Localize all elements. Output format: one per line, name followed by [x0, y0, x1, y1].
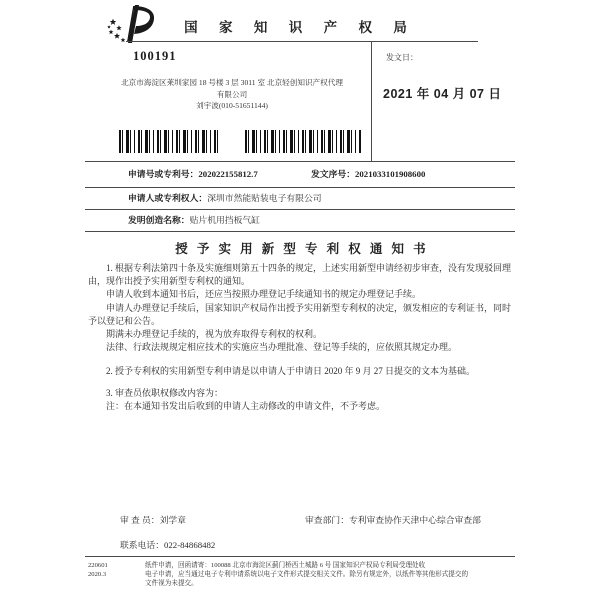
footer-rule	[85, 556, 515, 557]
footer-note	[145, 561, 515, 588]
body-paragraph: 期满未办理登记手续的，视为放弃取得专利权的权利。	[106, 329, 323, 340]
recipient-address-line2: 有限公司	[216, 89, 248, 99]
department-label: 审查部门：	[305, 515, 349, 525]
phone-value: 022-84868482	[164, 540, 216, 550]
dispatch-box-divider	[371, 41, 372, 161]
dispatch-date-value: 2021 年 04 月 07 日	[383, 87, 502, 101]
form-version: 2020.3	[88, 571, 107, 578]
serial-number-label: 发文序号：	[311, 169, 355, 179]
form-code: 220601	[88, 562, 108, 569]
department-field	[305, 513, 481, 526]
header-rule	[126, 41, 478, 42]
agency-title: 国 家 知 识 产 权 局	[184, 20, 416, 35]
phone-label: 联系电话：	[120, 540, 164, 550]
serial-number-field	[311, 167, 425, 180]
divider	[85, 161, 515, 162]
body-paragraph: 3. 审查员依职权修改内容为：	[106, 387, 224, 398]
form-code-block	[88, 561, 108, 579]
serial-number-value: 2021033101908600	[355, 169, 426, 179]
body-paragraph: 申请人收到本通知书后，还应当按照办理登记手续通知书的规定办理登记手续。	[106, 289, 422, 300]
applicant-value: 深圳市然能贴装电子有限公司	[207, 193, 322, 203]
department-name: 专利审查协作天津中心综合审查部	[349, 515, 481, 525]
recipient-address	[95, 77, 369, 112]
barcode-serial-number	[245, 130, 362, 153]
notice-body	[88, 262, 512, 413]
recipient-postal-code: 100191	[133, 49, 177, 63]
phone-field	[120, 538, 215, 551]
dispatch-date-label: 发文日：	[386, 53, 418, 62]
invention-title-label: 发明创造名称：	[128, 215, 190, 225]
body-paragraph: 1. 根据专利法第四十条及实施细则第五十四条的规定，上述实用新型申请经初步审查，没有发现驳回理由，现作出授予实用新型专利权的通知。	[88, 263, 512, 287]
footer-note-line: 电子申请，应当通过电子专利申请系统以电子文件形式提交相关文件。除另有规定外，以纸件等其他形式提交的	[145, 571, 469, 578]
notice-title: 授 予 实 用 新 型 专 利 权 通 知 书	[175, 242, 429, 256]
application-number-value: 202022155812.7	[198, 169, 258, 179]
body-paragraph: 法律、行政法规规定相应技术的实施应当办理批准、登记等手续的，应依照其规定办理。	[106, 342, 458, 353]
application-number-field	[128, 167, 258, 180]
footer-note-line: 文件视为未提交。	[145, 580, 198, 587]
barcode-application-number	[119, 130, 220, 153]
divider	[85, 187, 515, 188]
examiner-field	[120, 513, 186, 526]
invention-title-value: 贴片机用挡板气缸	[189, 215, 260, 225]
examiner-name: 刘学章	[159, 515, 186, 525]
examiner-label: 审 查 员：	[120, 515, 160, 525]
footer-note-line: 纸件申请，回函请寄：100088 北京市海淀区蓟门桥西土城路 6 号 国家知识产权局专利局受理处收	[145, 562, 426, 569]
applicant-field	[128, 191, 322, 204]
invention-title-field	[128, 213, 260, 226]
body-paragraph: 注：在本通知书发出后收到的申请人主动修改的申请文件，不予考虑。	[106, 400, 386, 411]
body-paragraph: 2. 授予专利权的实用新型专利申请是以申请人于申请日 2020 年 9 月 27 日提交的文本为基础。	[106, 366, 476, 377]
body-paragraph: 申请人办理登记手续后，国家知识产权局作出授予实用新型专利权的决定，颁发相应的专利证书，同时予以登记和公告。	[88, 302, 512, 326]
divider	[85, 209, 515, 210]
recipient-address-line1: 北京市海淀区莱圳家园 18 号楼 3 层 3011 室 北京轻创知识产权代理	[121, 78, 343, 87]
recipient-contact: 刘宇波(010-51651144)	[196, 101, 268, 111]
application-number-label: 申请号或专利号：	[128, 169, 199, 179]
applicant-label: 申请人或专利权人：	[128, 193, 208, 203]
divider	[85, 231, 515, 232]
